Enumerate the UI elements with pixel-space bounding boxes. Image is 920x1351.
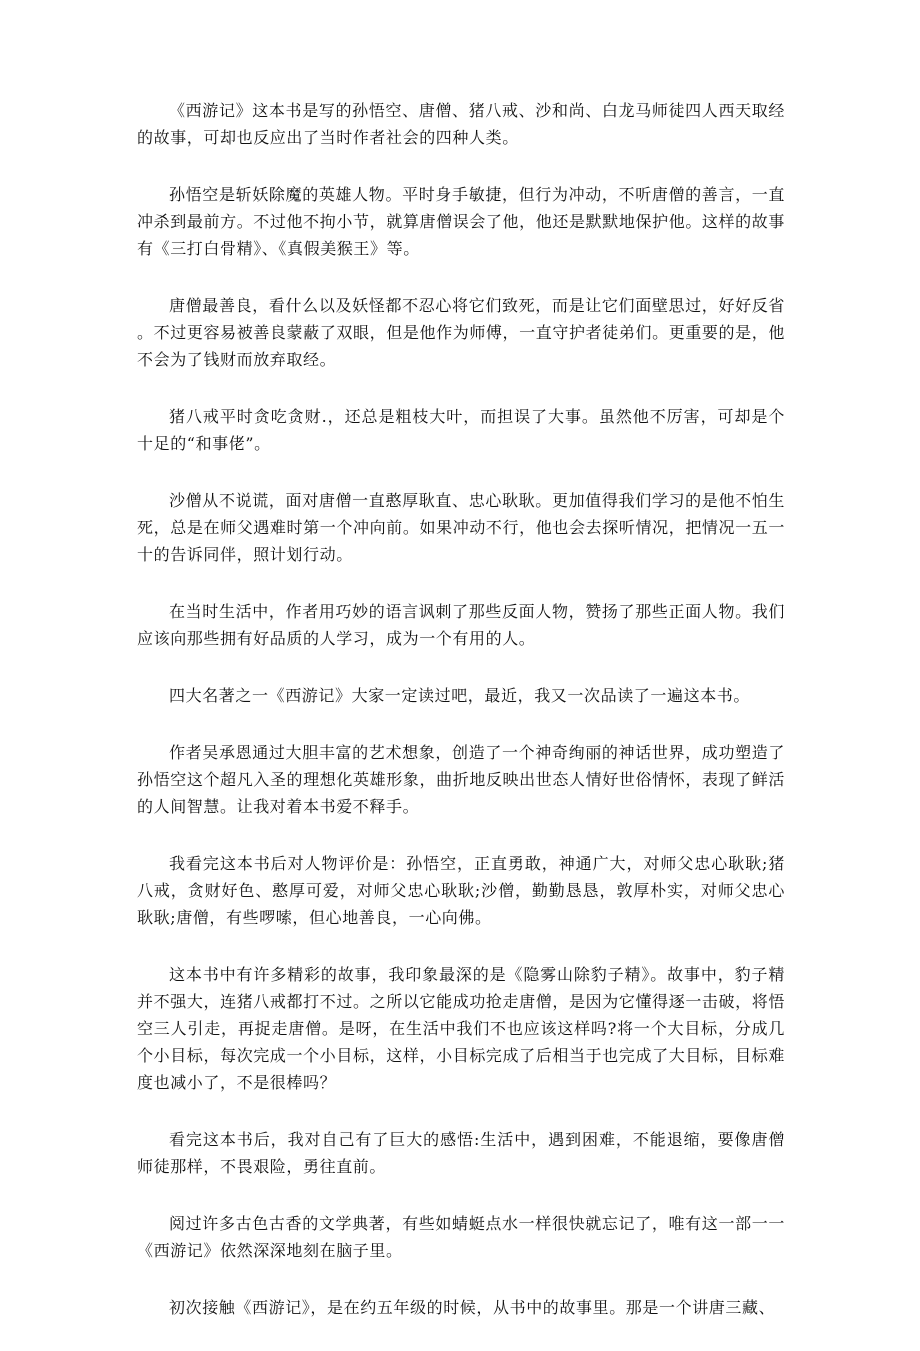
paragraph-character-review: 我看完这本书后对人物评价是：孙悟空，正直勇敢，神通广大，对师父忠心耿耿;猪八戒，贪财好色、憨厚可爱，对师父忠心耿耿;沙僧，勤勤恳恳，敦厚朴实，对师父忠心耿耿;唐僧，有些啰嗦，但心地善良，一心向佛。 [137, 854, 785, 927]
paragraph-intro: 《西游记》这本书是写的孙悟空、唐僧、猪八戒、沙和尚、白龙马师徒四人西天取经的故事，可却也反应出了当时作者社会的四种人类。 [137, 101, 785, 147]
paragraph-sha-seng: 沙僧从不说谎，面对唐僧一直憨厚耿直、忠心耿耿。更加值得我们学习的是他不怕生死，总是在师父遇难时第一个冲向前。如果冲动不行，他也会去探听情况，把情况一五一十的告诉同伴，照计划行动。 [137, 491, 785, 564]
paragraph-author: 作者吴承恩通过大胆丰富的艺术想象，创造了一个神奇绚丽的神话世界，成功塑造了孙悟空这个超凡入圣的理想化英雄形象，曲折地反映出世态人情好世俗情怀，表现了鲜活的人间智慧。让我对着本书爱不释手。 [137, 743, 785, 816]
paragraph-conclusion: 在当时生活中，作者用巧妙的语言讽刺了那些反面人物，赞扬了那些正面人物。我们应该向那些拥有好品质的人学习，成为一个有用的人。 [137, 602, 785, 648]
paragraph-first-contact: 初次接触《西游记》，是在约五年级的时候，从书中的故事里。那是一个讲唐三藏、 [169, 1298, 776, 1317]
paragraph-zhu-bajie: 猪八戒平时贪吃贪财.，还总是粗枝大叶，而担误了大事。虽然他不厉害，可却是个十足的“和事佬”。 [137, 407, 785, 453]
paragraph-tang-seng: 唐僧最善良，看什么以及妖怪都不忍心将它们致死，而是让它们面壁思过，好好反省。不过更容易被善良蒙蔽了双眼，但是他作为师傅，一直守护者徒弟们。更重要的是，他不会为了钱财而放弃取经。 [137, 296, 785, 369]
document-body [137, 97, 785, 1351]
paragraph-leopard-story: 这本书中有许多精彩的故事，我印象最深的是《隐雾山除豹子精》。故事中，豹子精并不强大，连猪八戒都打不过。之所以它能成功抢走唐僧，是因为它懂得逐一击破，将悟空三人引走，再捉走唐僧。是呀，在生活中我们不也应该这样吗?将一个大目标，分成几个小目标，每次完成一个小目标，这样，小目标完成了后相当于也完成了大目标，目标难度也减小了，不是很棒吗？ [137, 965, 785, 1092]
paragraph-memory: 阅过许多古色古香的文学典著，有些如蜻蜓点水一样很快就忘记了，唯有这一部一一《西游记》依然深深地刻在脑子里。 [137, 1214, 785, 1260]
paragraph-second-reading: 四大名著之一《西游记》大家一定读过吧，最近，我又一次品读了一遍这本书。 [169, 686, 751, 705]
paragraph-sun-wukong: 孙悟空是斩妖除魔的英雄人物。平时身手敏捷，但行为冲动，不听唐僧的善言，一直冲杀到最前方。不过他不拘小节，就算唐僧误会了他，他还是默默地保护他。这样的故事有《三打白骨精》、《真假美猴王》等。 [137, 185, 785, 258]
paragraph-reflection: 看完这本书后，我对自己有了巨大的感悟:生活中，遇到困难，不能退缩，要像唐僧师徒那样，不畏艰险，勇往直前。 [137, 1130, 785, 1176]
